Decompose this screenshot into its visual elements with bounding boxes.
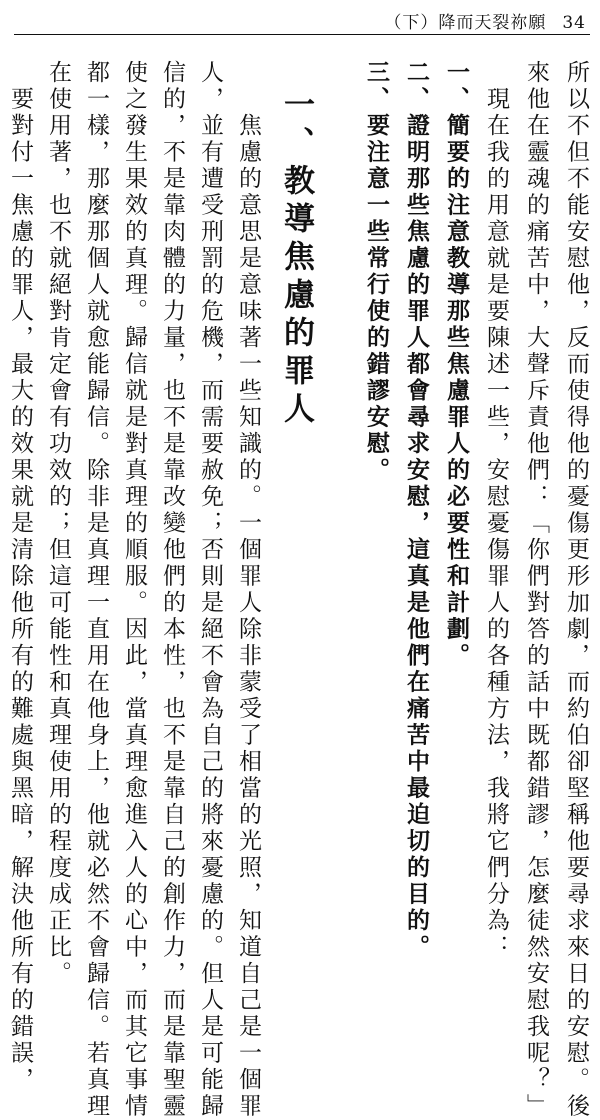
text-column: 人，並有遭受刑罰的危機，而需要赦免；否則是絕不會為自己的將來憂慮的。但人是可能歸: [197, 60, 223, 1120]
outline-item: 一、簡要的注意教導那些焦慮罪人的必要性和計劃。: [443, 60, 470, 670]
running-header: [384, 8, 586, 33]
text-column: 要對付一焦慮的罪人，最大的效果就是清除他所有的難處與黑暗，解決他所有的錯誤，: [7, 60, 33, 1094]
text-column: 使之發生果效的真理。歸信就是對真理的順服。因此，當真理愈進入人的心中，而其它事情: [121, 60, 147, 1120]
header-rule: [14, 34, 590, 35]
text-column: 所以不但不能安慰他，反而使得他的憂傷更形加劇，而約伯卻堅稱他要尋求來日的安慰。後: [563, 60, 589, 1120]
page-number: 34: [562, 13, 586, 33]
text-column: 在使用著，也不就絕對肯定會有功效的；但這可能性和真理使用的程度成正比。: [45, 60, 71, 988]
text-column: 現在我的用意就是要陳述一些，安慰憂傷罪人的各種方法，我將它們分為：: [483, 60, 509, 961]
section-heading: 一、教導焦慮的罪人: [278, 88, 314, 430]
text-column: 都一樣，那麼那個人就愈能歸信。除非是真理一直用在他身上，他就必然不會歸信。若真理: [83, 60, 109, 1120]
header-title: （下）降而天裂祢願: [384, 13, 547, 33]
text-column: 信的，不是靠肉體的力量，也不是靠改變他們的本性，也不是靠自己的創作力，而是靠聖靈: [159, 60, 185, 1120]
text-column: 來他在靈魂的痛苦中，大聲斥責他們：「你們對答的話中既都錯謬，怎麼徒然安慰我呢？」: [523, 60, 549, 1120]
outline-item: 三、要注意一些常行使的錯謬安慰。: [363, 60, 390, 484]
text-column: 焦慮的意思是意味著一些知識的。一個罪人除非蒙受了相當的光照，知道自己是一個罪: [235, 60, 261, 1120]
outline-item: 二、證明那些焦慮的罪人都會尋求安慰，這真是他們在痛苦中最迫切的目的。: [403, 60, 430, 961]
